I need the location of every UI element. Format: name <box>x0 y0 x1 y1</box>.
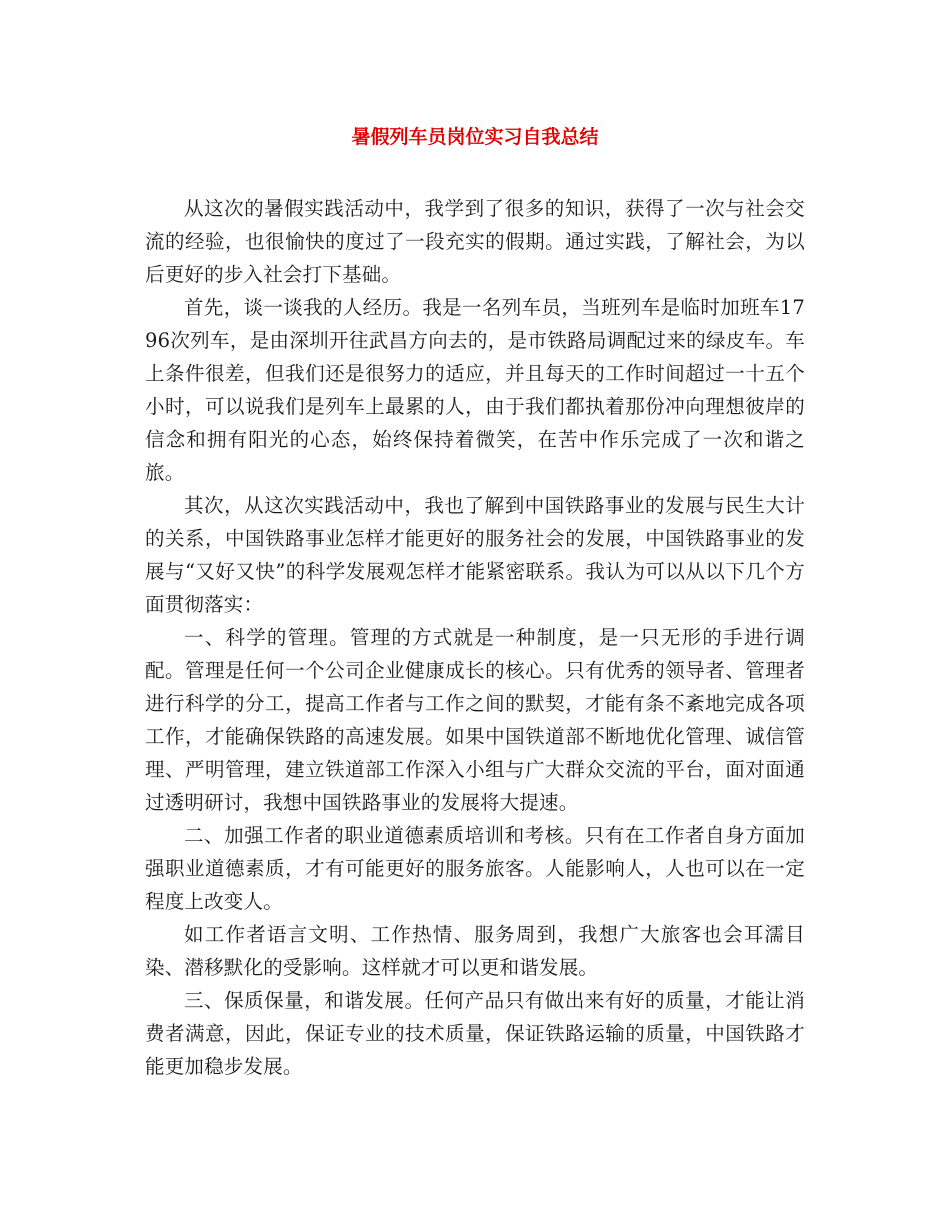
paragraph-4: 一、科学的管理。管理的方式就是一种制度，是一只无形的手进行调配。管理是任何一个公司企业健康成长的核心。只有优秀的领导者、管理者进行科学的分工，提高工作者与工作之间的默契，才能有条不紊地完成各项工作，才能确保铁路的高速发展。如果中国铁道部不断地优化管理、诚信管理、严明管理，建立铁道部工作深入小组与广大群众交流的平台，面对面通过透明研讨，我想中国铁路事业的发展将大提速。 <box>145 626 805 814</box>
paragraph-5: 二、加强工作者的职业道德素质培训和考核。只有在工作者自身方面加强职业道德素质，才有可能更好的服务旅客。人能影响人，人也可以在一定程度上改变人。 <box>145 824 805 913</box>
paragraph-7: 三、保质保量，和谐发展。任何产品只有做出来有好的质量，才能让消费者满意，因此，保证专业的技术质量，保证铁路运输的质量，中国铁路才能更加稳步发展。 <box>145 989 805 1078</box>
paragraph-1: 从这次的暑假实践活动中，我学到了很多的知识，获得了一次与社会交流的经验，也很愉快的度过了一段充实的假期。通过实践，了解社会，为以后更好的步入社会打下基础。 <box>145 197 805 286</box>
paragraph-2: 首先，谈一谈我的人经历。我是一名列车员，当班列车是临时加班车1796次列车，是由深圳开往武昌方向去的，是市铁路局调配过来的绿皮车。车上条件很差，但我们还是很努力的适应，并且每天的工作时间超过一十五个小时，可以说我们是列车上最累的人，由于我们都执着那份冲向理想彼岸的信念和拥有阳光的心态，始终保持着微笑，在苦中作乐完成了一次和谐之旅。 <box>145 296 805 484</box>
paragraph-6: 如工作者语言文明、工作热情、服务周到，我想广大旅客也会耳濡目染、潜移默化的受影响。这样就才可以更和谐发展。 <box>145 923 805 979</box>
document-title: 暑假列车员岗位实习自我总结 <box>351 126 599 148</box>
document-body <box>145 192 805 1083</box>
paragraph-3: 其次，从这次实践活动中，我也了解到中国铁路事业的发展与民生大计的关系，中国铁路事业怎样才能更好的服务社会的发展，中国铁路事业的发展与“又好又快”的科学发展观怎样才能紧密联系。我认为可以从以下几个方面贯彻落实： <box>145 494 805 616</box>
